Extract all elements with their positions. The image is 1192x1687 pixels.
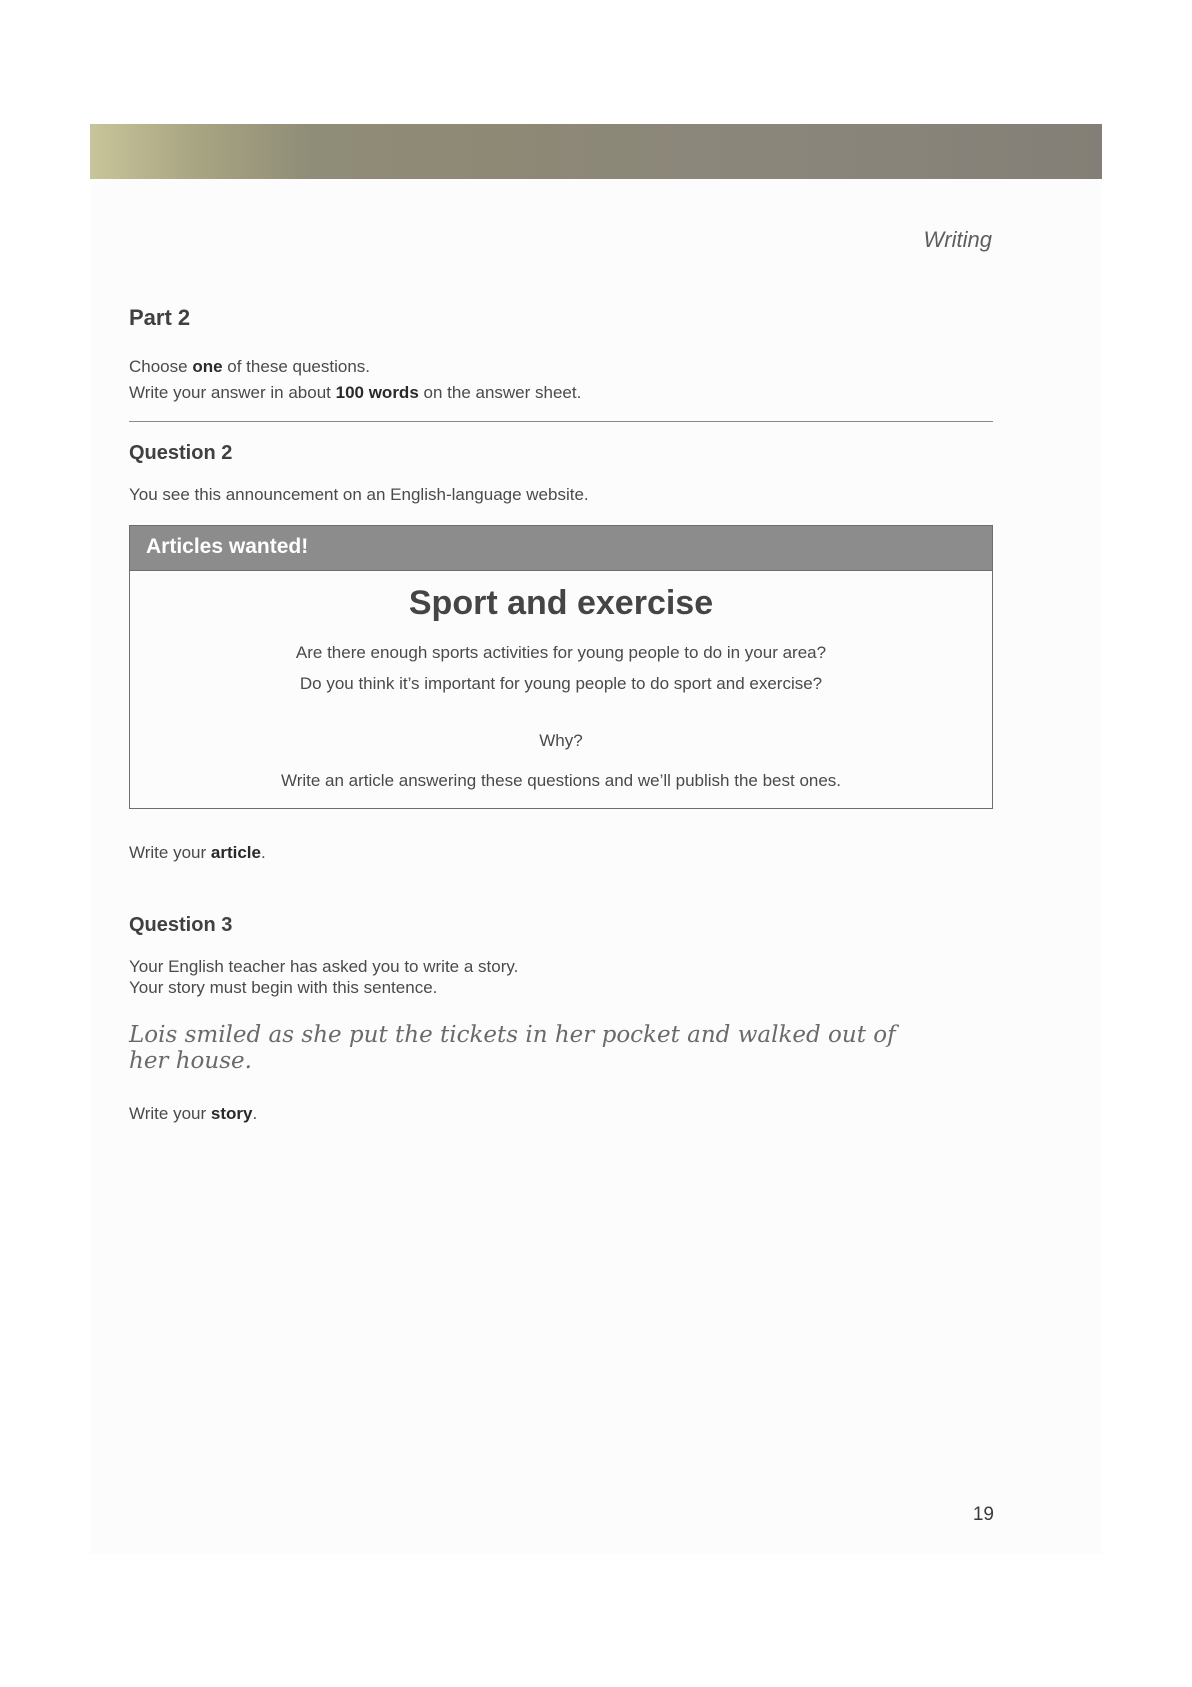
announcement-line-3: Why? [539, 731, 583, 750]
task-text: . [260, 843, 266, 862]
announcement-line-2: Do you think it’s important for young people to do sport and exercise? [299, 674, 823, 693]
part-heading: Part 2 [129, 305, 191, 330]
part-instruction-line-2 [129, 383, 581, 403]
question-3-intro-line-2: Your story must begin with this sentence. [129, 978, 438, 997]
question-3-heading: Question 3 [129, 914, 233, 936]
announcement-line-4: Write an article answering these questions and we’ll publish the best ones. [280, 771, 842, 790]
section-label: Writing [923, 227, 992, 252]
task-text: Write your [129, 1104, 211, 1123]
instruction-emphasis: one [192, 357, 223, 376]
task-text: . [252, 1104, 258, 1123]
announcement-line-1: Are there enough sports activities for young people to do in your area? [295, 643, 827, 662]
instruction-text: of these questions. [222, 357, 370, 376]
question-3-intro-line-1: Your English teacher has asked you to write a story. [129, 957, 519, 976]
instruction-text: Write your answer in about [129, 383, 336, 402]
announcement-label: Articles wanted! [146, 535, 309, 558]
question-2-intro: You see this announcement on an English-language website. [129, 485, 589, 504]
question-3-task [129, 1104, 257, 1124]
instruction-text: on the answer sheet. [418, 383, 582, 402]
announcement-header-bar [130, 526, 992, 571]
task-emphasis: article [210, 843, 261, 862]
question-2-task [129, 843, 266, 863]
page-number: 19 [972, 1504, 994, 1525]
story-opening-sentence: Lois smiled as she put the tickets in her pocket and walked out of her house. [129, 1022, 896, 1074]
page-sheet [90, 124, 1102, 1554]
task-text: Write your [129, 843, 211, 862]
instruction-text: Choose [129, 357, 193, 376]
announcement-box [129, 525, 993, 809]
task-emphasis: story [210, 1104, 253, 1123]
divider-rule [129, 421, 993, 422]
question-2-heading: Question 2 [129, 442, 233, 464]
part-instruction-line-1 [129, 357, 370, 377]
instruction-emphasis: 100 words [335, 383, 419, 402]
header-band [90, 124, 1102, 179]
announcement-title: Sport and exercise [408, 584, 714, 622]
